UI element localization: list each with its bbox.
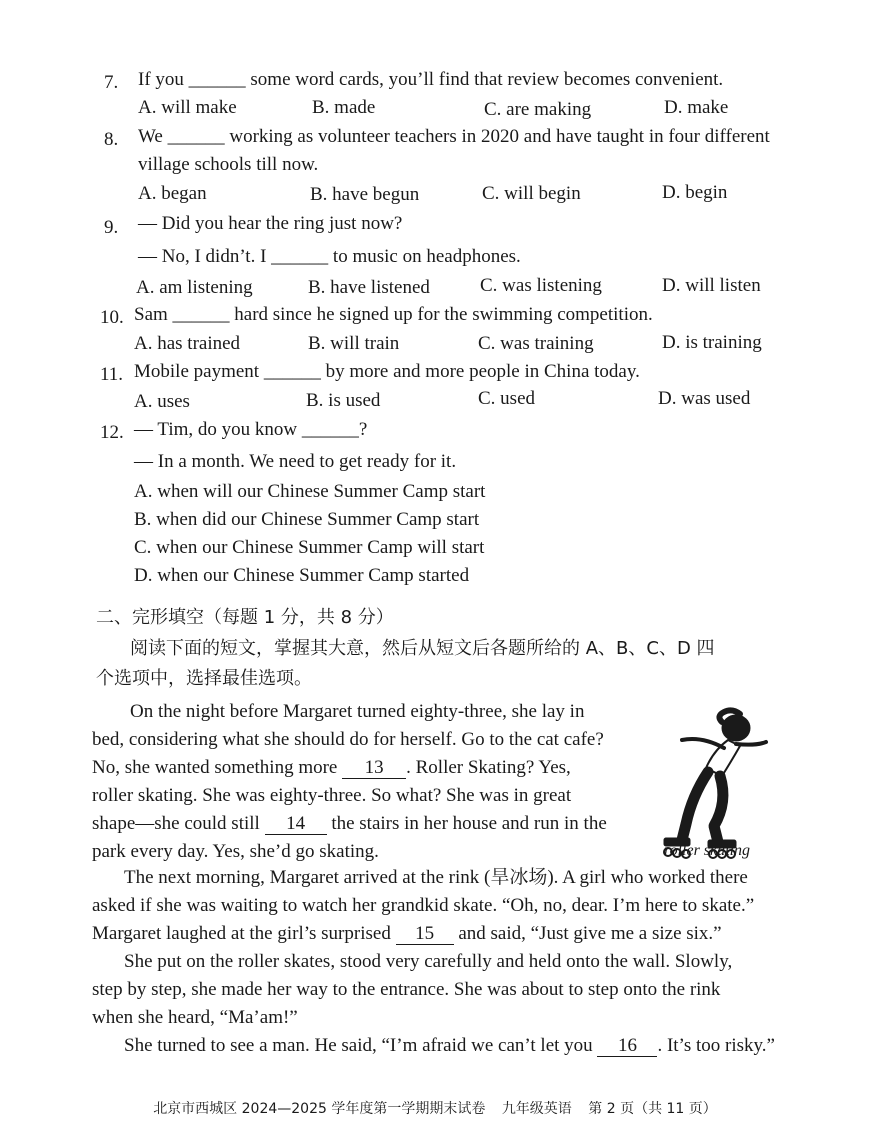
passage-line: The next morning, Margaret arrived at the rink (旱冰场). A girl who worked there: [124, 867, 748, 888]
passage-line: asked if she was waiting to watch her grandkid skate. “Oh, no, dear. I’m here to skate.”: [92, 895, 755, 916]
subject-label: 九年级英语: [501, 1101, 572, 1117]
option-c: C. was training: [478, 333, 594, 354]
option-d: D. make: [664, 97, 729, 118]
question-stem: If you ______ some word cards, you’ll find that review becomes convenient.: [138, 69, 724, 90]
option-a: A. will make: [138, 97, 237, 118]
cloze-blank-16: 16: [597, 1036, 657, 1057]
passage-line: On the night before Margaret turned eighty-three, she lay in: [130, 701, 585, 722]
option-a: A. when will our Chinese Summer Camp start: [134, 481, 486, 502]
question-number: 8.: [104, 129, 119, 150]
passage-line: roller skating. She was eighty-three. So what? She was in great: [92, 785, 572, 806]
option-a: A. began: [138, 183, 207, 204]
passage-line: No, she wanted something more 13 . Roller Skating? Yes,: [92, 757, 571, 778]
option-b: B. will train: [308, 333, 400, 354]
option-d: D. when our Chinese Summer Camp started: [134, 565, 470, 586]
question-number: 9.: [104, 217, 119, 238]
passage-line: bed, considering what she should do for herself. Go to the cat cafe?: [92, 729, 604, 750]
section-heading: 二、完形填空（每题 1 分，共 8 分）: [96, 607, 394, 628]
question-stem: Sam ______ hard since he signed up for the swimming competition.: [134, 304, 653, 325]
passage-line: step by step, she made her way to the entrance. She was about to step onto the rink: [92, 979, 721, 1000]
section-instruction-continued: 个选项中，选择最佳选项。: [96, 668, 312, 689]
question-stem-continued: — In a month. We need to get ready for it.: [134, 451, 457, 472]
answer-blank: ______: [301, 419, 359, 440]
passage-line: park every day. Yes, she’d go skating.: [92, 841, 379, 862]
answer-blank: ______: [271, 246, 329, 267]
cloze-blank-13: 13: [342, 758, 406, 779]
section-instruction: 阅读下面的短文，掌握其大意，然后从短文后各题所给的 A、B、C、D 四: [130, 638, 715, 659]
page-footer: [0, 1098, 870, 1118]
option-d: D. is training: [662, 332, 762, 353]
page-number: 第 2 页（共 11 页）: [588, 1101, 717, 1117]
question-stem: — Did you hear the ring just now?: [138, 213, 403, 234]
answer-blank: ______: [263, 361, 321, 382]
answer-blank: ______: [172, 304, 230, 325]
question-number: 10.: [100, 307, 124, 328]
option-a: A. am listening: [136, 277, 253, 298]
option-d: D. was used: [658, 388, 751, 409]
option-b: B. have begun: [310, 184, 420, 205]
option-d: D. will listen: [662, 275, 761, 296]
question-stem-continued: village schools till now.: [138, 154, 319, 175]
question-number: 7.: [104, 72, 119, 93]
question-stem: — Tim, do you know ______?: [134, 419, 368, 440]
question-number: 11.: [100, 364, 124, 385]
option-a: A. uses: [134, 391, 190, 412]
option-b: B. is used: [306, 390, 381, 411]
option-c: C. used: [478, 388, 535, 409]
answer-blank: ______: [188, 69, 246, 90]
question-stem: We ______ working as volunteer teachers in 2020 and have taught in four different: [138, 126, 770, 147]
passage-line: She turned to see a man. He said, “I’m afraid we can’t let you 16 . It’s too risky.”: [124, 1035, 775, 1056]
option-a: A. has trained: [134, 333, 241, 354]
option-c: C. are making: [484, 99, 592, 120]
passage-line: when she heard, “Ma’am!”: [92, 1007, 298, 1028]
cloze-blank-14: 14: [265, 814, 327, 835]
option-c: C. was listening: [480, 275, 602, 296]
option-b: B. made: [312, 97, 376, 118]
option-b: B. when did our Chinese Summer Camp start: [134, 509, 480, 530]
question-stem: Mobile payment ______ by more and more people in China today.: [134, 361, 640, 382]
answer-blank: ______: [167, 126, 225, 147]
exam-title: 北京市西城区 2024—2025 学年度第一学期期末试卷: [153, 1101, 486, 1117]
passage-line: She put on the roller skates, stood very carefully and held onto the wall. Slowly,: [124, 951, 733, 972]
passage-line: shape—she could still 14 the stairs in her house and run in the: [92, 813, 607, 834]
cloze-blank-15: 15: [396, 924, 454, 945]
option-c: C. will begin: [482, 183, 581, 204]
option-d: D. begin: [662, 182, 728, 203]
question-stem-continued: — No, I didn’t. I ______ to music on headphones.: [138, 246, 521, 267]
question-number: 12.: [100, 422, 124, 443]
figure-caption: roller skating: [663, 842, 751, 859]
option-b: B. have listened: [308, 277, 430, 298]
passage-line: Margaret laughed at the girl’s surprised 15 and said, “Just give me a size six.”: [92, 923, 722, 944]
option-c: C. when our Chinese Summer Camp will start: [134, 537, 485, 558]
